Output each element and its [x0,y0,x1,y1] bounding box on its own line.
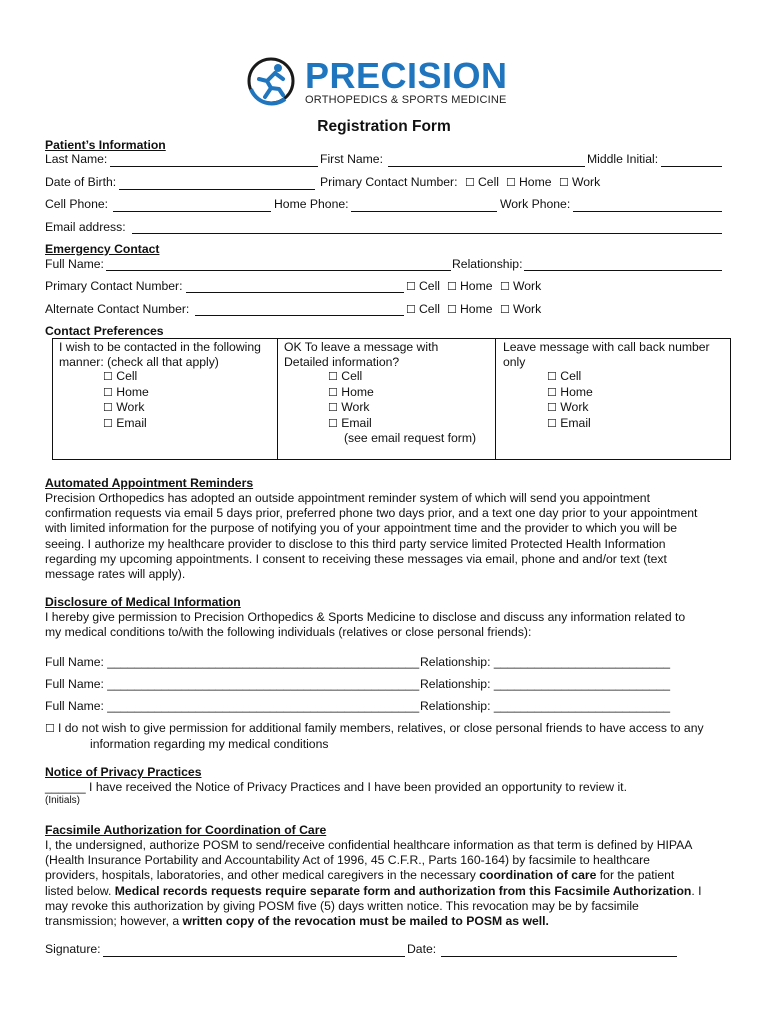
checkbox-home[interactable]: ☐ [328,386,338,399]
checkbox-home[interactable]: ☐ [103,386,113,399]
option-work: Work [116,400,145,414]
option-work: Work [513,279,542,293]
option-work: Work [513,302,542,316]
reminders-heading: Automated Appointment Reminders [45,476,254,490]
checkbox-home[interactable]: ☐ [447,304,457,316]
first-name-label: First Name: [320,152,383,166]
home-phone-field[interactable] [351,211,497,212]
middle-initial-field[interactable] [661,166,722,167]
emergency-heading: Emergency Contact [45,242,160,256]
checkbox-work[interactable]: ☐ [500,281,510,293]
emergency-name-field[interactable] [106,270,451,271]
checkbox-email[interactable]: ☐ [547,417,557,430]
text-line: (Health Insurance Portability and Accountability Act of 1996, 45 C.F.R., Parts 160-164) by facsimile to healthcare [45,853,650,868]
checkbox-home[interactable]: ☐ [547,386,557,399]
patient-info-heading: Patient’s Information [45,138,166,152]
checkbox-cell[interactable]: ☐ [328,371,338,383]
emergency-relationship-field[interactable] [524,270,722,271]
col-text: OK To leave a message with [284,340,439,354]
option-home: Home [341,384,374,399]
emergency-name-label: Full Name: [45,257,104,271]
checkbox-cell[interactable]: ☐ [547,371,557,383]
option-cell: Cell [341,369,363,383]
text-line: providers, hospitals, laboratories, and other medical caregivers in the necessary coordination of care for the patient [45,868,675,883]
emergency-alternate-field[interactable] [195,315,404,316]
emergency-primary-field[interactable] [186,292,404,293]
checkbox-no-permission[interactable]: ☐ [45,723,55,735]
option-email: Email [116,415,147,430]
text-line: message rates will apply). [45,567,186,582]
option-work: Work [572,175,601,189]
initials-label: (Initials) [45,795,81,806]
checkbox-home[interactable]: ☐ [447,281,457,293]
option-cell: Cell [419,302,440,316]
brand-subtitle: ORTHOPEDICS & SPORTS MEDICINE [305,94,507,106]
cell-phone-label: Cell Phone: [45,197,109,211]
checkbox-cell[interactable]: ☐ [465,177,475,189]
last-name-field[interactable] [110,166,318,167]
logo [245,55,297,107]
disclosure-relationship-field-3[interactable]: Relationship: __________________________ [420,699,671,713]
disclosure-name-field-3[interactable]: Full Name: ______________________________________________ [45,699,420,713]
contact-prefs-col-manner [53,339,278,459]
col-text: Detailed information? [284,354,400,369]
option-home: Home [460,279,493,293]
option-work: Work [560,400,589,414]
text-line: I hereby give permission to Precision Orthopedics & Sports Medicine to disclose and discuss any information related to [45,610,686,624]
last-name-label: Last Name: [45,152,108,166]
privacy-heading: Notice of Privacy Practices [45,765,202,779]
first-name-field[interactable] [388,166,585,167]
text-line: transmission; however, a written copy of the revocation must be mailed to POSM as well. [45,914,549,929]
email-request-note: (see email request form) [344,431,477,445]
option-cell: Cell [419,279,440,293]
no-permission-text-2: information regarding my medical conditions [90,737,329,751]
text-line: seeing. I authorize my healthcare provider to disclose to this third party service limited Protected Health Information [45,536,666,551]
dob-label: Date of Birth: [45,175,117,189]
checkbox-cell[interactable]: ☐ [406,304,416,316]
contact-prefs-heading: Contact Preferences [45,324,164,338]
emergency-primary-label: Primary Contact Number: [45,279,183,293]
checkbox-work[interactable]: ☐ [559,177,569,189]
primary-contact-label: Primary Contact Number: [320,175,458,189]
option-cell: Cell [478,175,499,189]
brand-name: PRECISION [305,55,508,96]
text-line: listed below. Medical records requests require separate form and authorization from this Facsimile Authorization. I [45,883,702,898]
option-home: Home [519,175,552,189]
reminders-text [45,491,725,582]
text-line: confirmation requests via email 5 days prior, preferred phone two days prior, and a text one day prior to your appointment [45,506,698,521]
option-work: Work [341,400,370,414]
signature-field[interactable] [103,956,405,957]
checkbox-work[interactable]: ☐ [547,402,557,414]
contact-prefs-col-detailed [278,339,496,459]
option-cell: Cell [116,369,138,383]
col-text: Leave message with call back number [503,340,710,354]
checkbox-cell[interactable]: ☐ [103,371,113,383]
text-line: I, the undersigned, authorize POSM to send/receive confidential healthcare information as that term is defined by HIPAA [45,838,693,852]
emergency-alternate-label: Alternate Contact Number: [45,302,190,316]
date-field[interactable] [441,956,677,957]
dob-field[interactable] [119,189,315,190]
contact-prefs-table [52,338,731,460]
text-line: my medical conditions to/with the following individuals (relatives or close personal friends): [45,625,532,640]
option-email: Email [341,415,372,430]
home-phone-label: Home Phone: [274,197,349,211]
work-phone-field[interactable] [573,211,722,212]
checkbox-email[interactable]: ☐ [103,417,113,430]
col-text: only [503,354,526,369]
checkbox-work[interactable]: ☐ [328,402,338,414]
checkbox-email[interactable]: ☐ [328,417,338,430]
disclosure-relationship-field-2[interactable]: Relationship: __________________________ [420,677,671,691]
checkbox-work[interactable]: ☐ [500,304,510,316]
cell-phone-field[interactable] [113,211,271,212]
option-home: Home [460,302,493,316]
work-phone-label: Work Phone: [500,197,571,211]
middle-initial-label: Middle Initial: [587,152,659,166]
page-title: Registration Form [317,118,451,135]
disclosure-name-field-2[interactable]: Full Name: ______________________________________________ [45,677,420,691]
col-text: manner: (check all that apply) [59,354,219,369]
text-line: may revoke this authorization by giving POSM five (5) days written notice. This revocation may be by facsimile [45,898,639,913]
option-home: Home [116,384,149,399]
disclosure-text [45,610,725,640]
email-label: Email address: [45,220,126,234]
checkbox-work[interactable]: ☐ [103,402,113,414]
privacy-acknowledgement[interactable]: ______ I have received the Notice of Privacy Practices and I have been provided an opportunity to review it. [45,780,627,794]
text-line: Precision Orthopedics has adopted an outside appointment reminder system of which will send you appointment [45,491,650,505]
no-permission-text: I do not wish to give permission for additional family members, relatives, or close personal friends to have access to any [58,721,704,735]
runner-icon [245,55,297,107]
fax-heading: Facsimile Authorization for Coordination of Care [45,823,327,837]
option-home: Home [560,384,593,399]
contact-prefs-col-callback [497,339,728,459]
emergency-relationship-label: Relationship: [452,257,523,271]
disclosure-name-field-1[interactable]: Full Name: ______________________________________________ [45,655,420,669]
col-text: I wish to be contacted in the following [59,340,261,354]
date-label: Date: [407,942,437,956]
text-line: with limited information for the purpose of notifying you of your appointment time and the provider to which you will be [45,521,678,536]
text-line: regarding my upcoming appointments. I consent to receiving these messages via email, phone and and/or text (text [45,551,667,566]
option-cell: Cell [560,369,582,383]
checkbox-cell[interactable]: ☐ [406,281,416,293]
disclosure-heading: Disclosure of Medical Information [45,595,241,609]
fax-text [45,838,725,929]
disclosure-relationship-field-1[interactable]: Relationship: __________________________ [420,655,671,669]
signature-label: Signature: [45,942,101,956]
checkbox-home[interactable]: ☐ [506,177,516,189]
option-email: Email [560,415,591,430]
email-field[interactable] [132,233,722,234]
